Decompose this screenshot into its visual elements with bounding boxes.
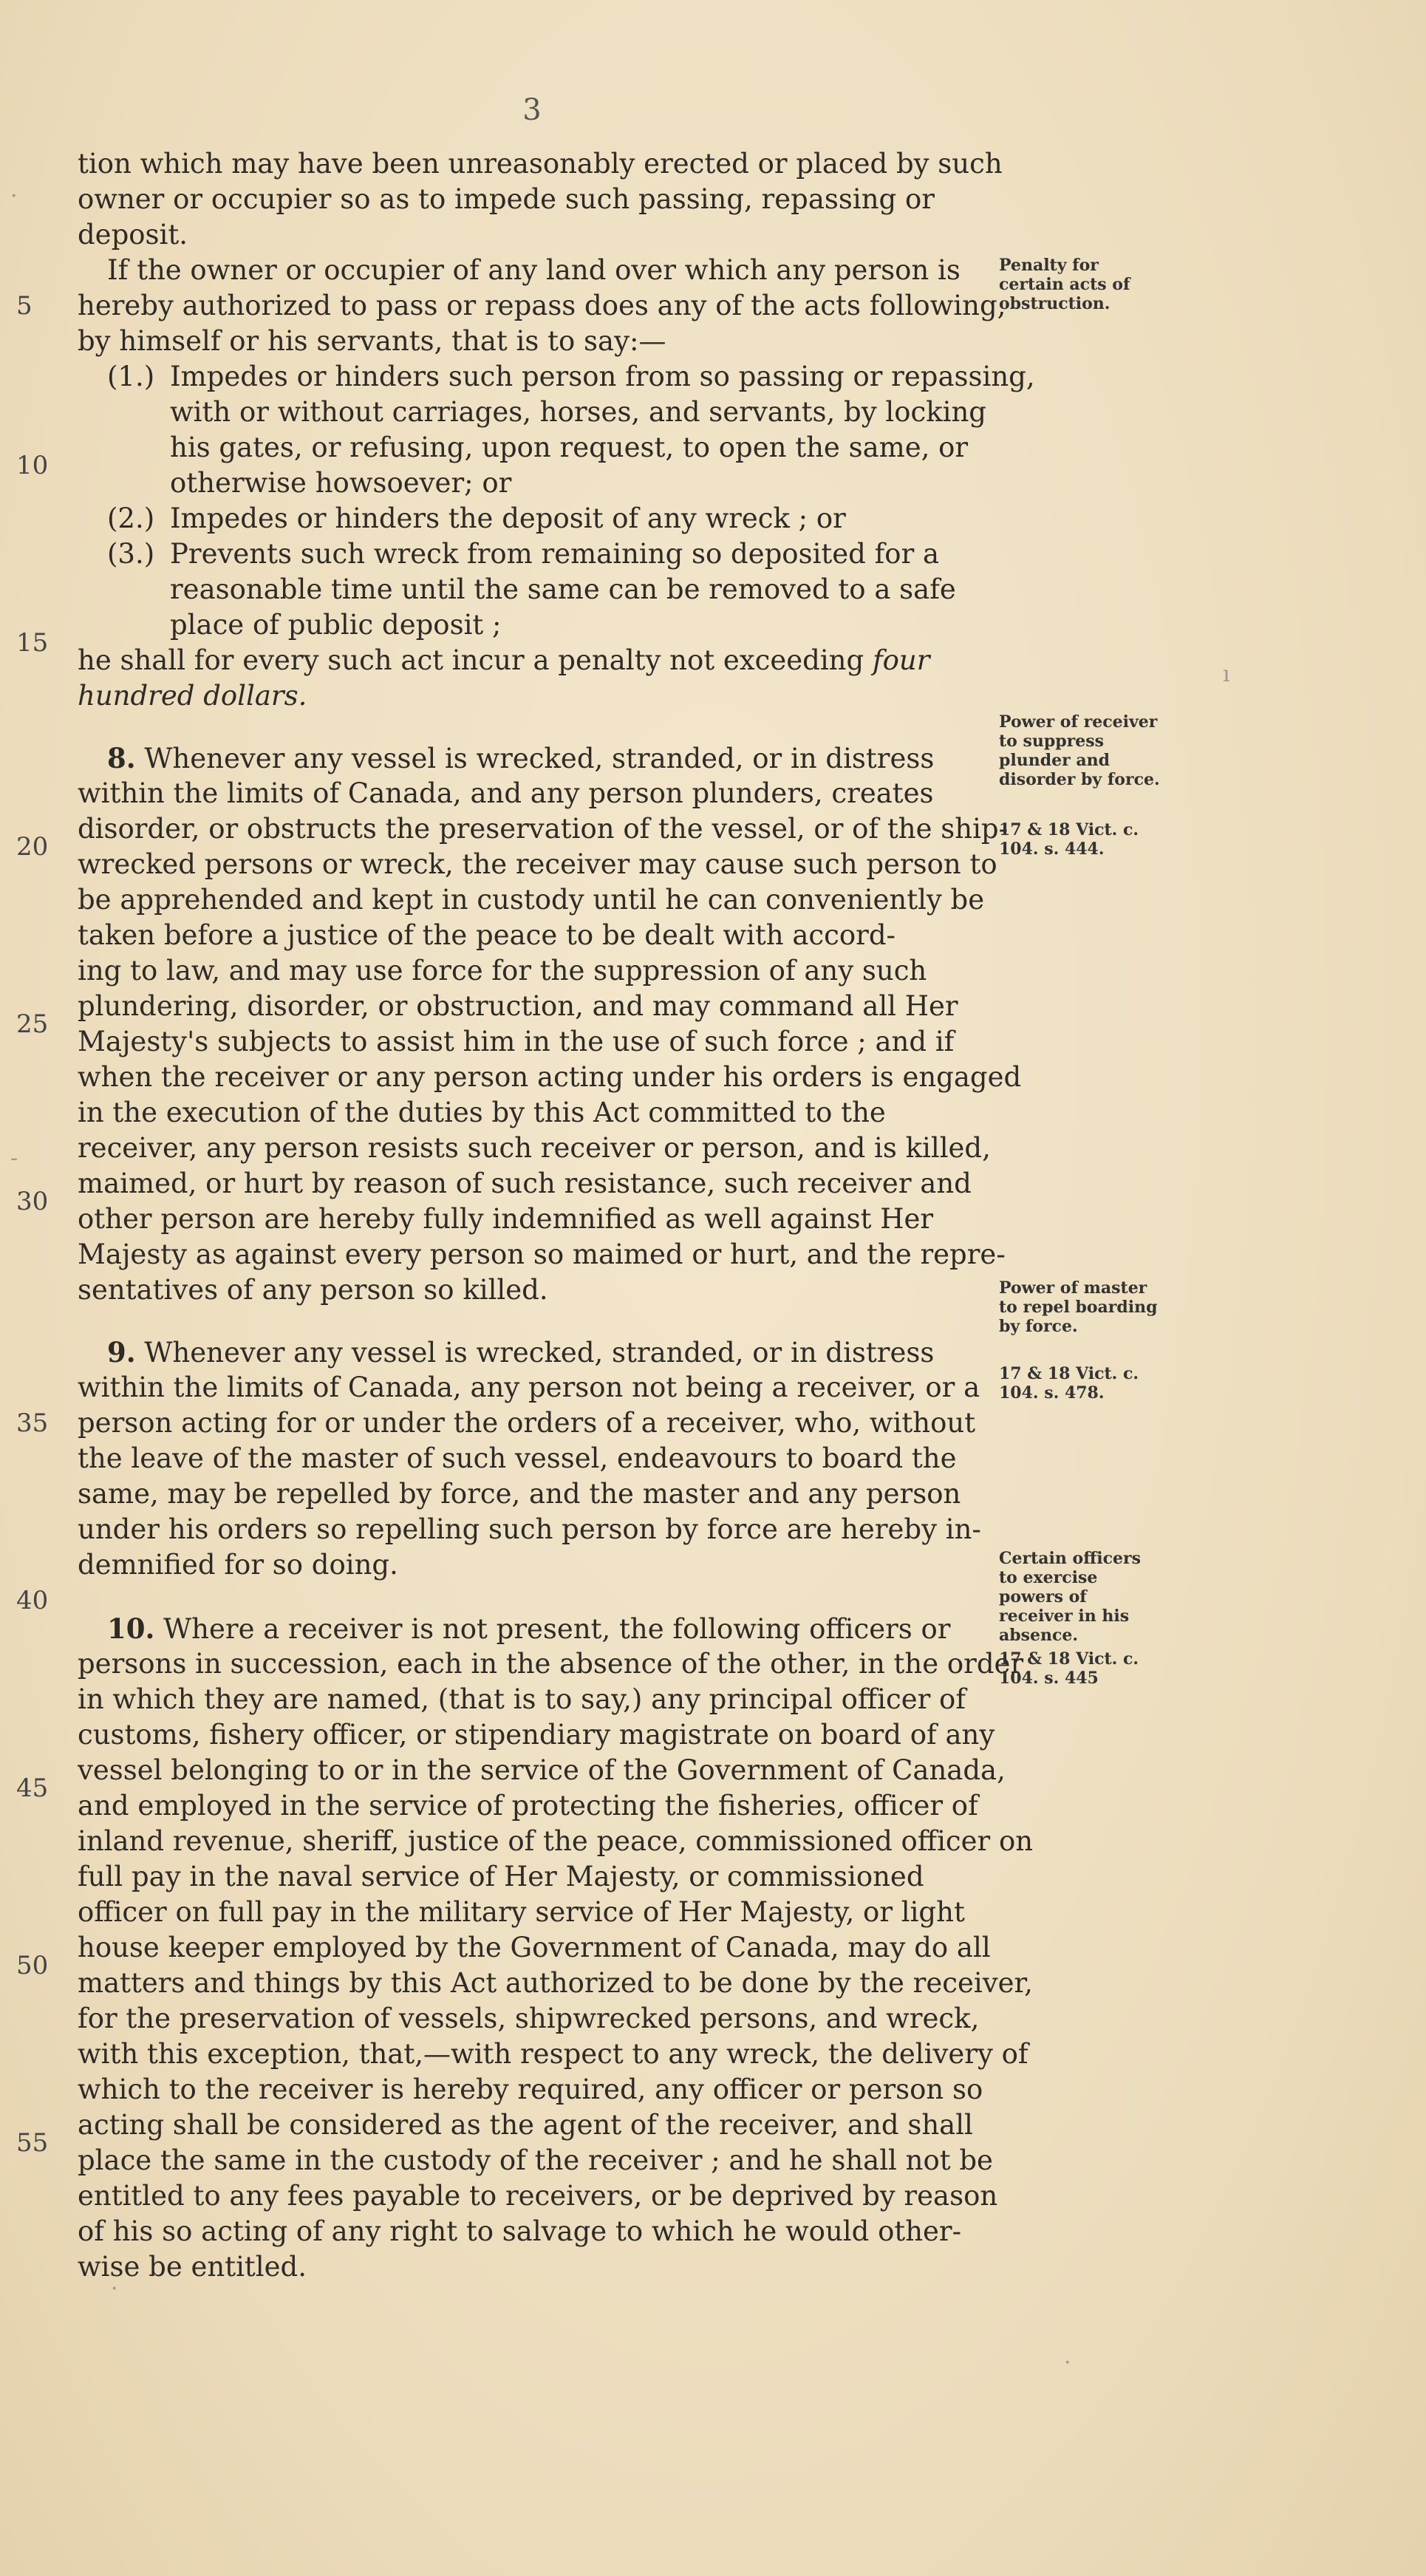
body-line: be apprehended and kept in custody until he can conveniently be bbox=[78, 884, 985, 916]
body-line: owner or occupier so as to impede such passing, repassing or bbox=[78, 183, 935, 215]
paper-speck: · bbox=[10, 183, 18, 209]
body-line: place of public deposit ; bbox=[170, 609, 502, 641]
body-line: ing to law, and may use force for the suppression of any such bbox=[78, 955, 927, 987]
body-line: Impedes or hinders such person from so passing or repassing, bbox=[170, 361, 1035, 392]
marginal-note: Power of receiver to suppress plunder and disorder by force. bbox=[999, 712, 1160, 789]
body-line: taken before a justice of the peace to be dealt with accord- bbox=[78, 919, 896, 951]
body-line: deposit. bbox=[78, 219, 188, 251]
marginal-note: Penalty for certain acts of obstruction. bbox=[999, 256, 1130, 313]
body-line: with this exception, that,—with respect to any wreck, the delivery of bbox=[78, 2038, 1028, 2070]
line-number: 55 bbox=[16, 2128, 49, 2158]
body-line: within the limits of Canada, and any person plunders, creates bbox=[78, 777, 934, 809]
body-line: other person are hereby fully indemnified as well against Her bbox=[78, 1203, 934, 1235]
item-marker: (3.) bbox=[107, 538, 155, 570]
body-line: If the owner or occupier of any land over which any person is bbox=[107, 254, 961, 286]
body-line: wrecked persons or wreck, the receiver may cause such person to bbox=[78, 848, 997, 880]
body-line: person acting for or under the orders of a receiver, who, without bbox=[78, 1407, 976, 1439]
body-line: of his so acting of any right to salvage to which he would other- bbox=[78, 2215, 962, 2247]
body-line: the leave of the master of such vessel, endeavours to board the bbox=[78, 1442, 957, 1474]
body-line: Impedes or hinders the deposit of any wreck ; or bbox=[170, 502, 846, 534]
body-line: with or without carriages, horses, and servants, by locking bbox=[170, 396, 986, 428]
body-line: acting shall be considered as the agent of the receiver, and shall bbox=[78, 2109, 973, 2141]
marginal-note: 17 & 18 Vict. c. 104. s. 478. bbox=[999, 1364, 1139, 1403]
body-line: receiver, any person resists such receiver or person, and is killed, bbox=[78, 1132, 991, 1164]
line-number: 35 bbox=[16, 1408, 49, 1438]
line-number: 30 bbox=[16, 1187, 49, 1216]
body-line: house keeper employed by the Government of Canada, may do all bbox=[78, 1932, 991, 1963]
marginal-note: 17 & 18 Vict. c. 104. s. 445 bbox=[999, 1649, 1139, 1688]
body-line: maimed, or hurt by reason of such resistance, such receiver and bbox=[78, 1168, 972, 1199]
marginal-note: 17 & 18 Vict. c. 104. s. 444. bbox=[999, 820, 1139, 859]
body-line: reasonable time until the same can be removed to a safe bbox=[170, 573, 956, 605]
body-line: and employed in the service of protecting the fisheries, officer of bbox=[78, 1790, 978, 1822]
line-number: 20 bbox=[16, 832, 49, 862]
body-line: Majesty as against every person so maimed or hurt, and the repre- bbox=[78, 1238, 1006, 1270]
marginal-note: Certain officers to exercise powers of receiver in his absence. bbox=[999, 1549, 1141, 1645]
line-number: 50 bbox=[16, 1951, 49, 1980]
body-line: plundering, disorder, or obstruction, and may command all Her bbox=[78, 990, 958, 1022]
body-line: Prevents such wreck from remaining so deposited for a bbox=[170, 538, 940, 570]
body-line: within the limits of Canada, any person not being a receiver, or a bbox=[78, 1372, 980, 1403]
paper-speck: · bbox=[1064, 2350, 1071, 2376]
body-line: matters and things by this Act authorized to be done by the receiver, bbox=[78, 1967, 1033, 1999]
body-line: Majesty's subjects to assist him in the use of such force ; and if bbox=[78, 1026, 955, 1057]
paper-speck: - bbox=[10, 1145, 18, 1171]
line-number: 10 bbox=[16, 451, 49, 480]
body-line: officer on full pay in the military service of Her Majesty, or light bbox=[78, 1896, 965, 1928]
body-line: place the same in the custody of the receiver ; and he shall not be bbox=[78, 2144, 993, 2176]
body-line: customs, fishery officer, or stipendiary magistrate on board of any bbox=[78, 1719, 995, 1751]
section-10-first-line: 10. Where a receiver is not present, the following officers or bbox=[107, 1612, 951, 1645]
body-line: for the preservation of vessels, shipwrecked persons, and wreck, bbox=[78, 2003, 980, 2034]
line-number: 40 bbox=[16, 1586, 49, 1615]
body-line: persons in succession, each in the absence of the other, in the order bbox=[78, 1648, 1024, 1680]
item-marker: (2.) bbox=[107, 502, 155, 534]
body-line: same, may be repelled by force, and the master and any person bbox=[78, 1478, 961, 1510]
page-number: 3 bbox=[522, 93, 542, 127]
line-number: 15 bbox=[16, 628, 49, 658]
body-line: vessel belonging to or in the service of the Government of Canada, bbox=[78, 1754, 1006, 1786]
body-line: hereby authorized to pass or repass does any of the acts following, bbox=[78, 290, 1006, 321]
penalty-amount: hundred dollars. bbox=[78, 680, 307, 712]
section-9-first-line: 9. Whenever any vessel is wrecked, stranded, or in distress bbox=[107, 1336, 935, 1369]
line-number: 5 bbox=[16, 291, 33, 321]
body-line: inland revenue, sheriff, justice of the peace, commissioned officer on bbox=[78, 1825, 1034, 1857]
body-line: he shall for every such act incur a penalty not exceeding four bbox=[78, 644, 930, 676]
body-line: demnified for so doing. bbox=[78, 1549, 398, 1581]
section-8-first-line: 8. Whenever any vessel is wrecked, stranded, or in distress bbox=[107, 742, 935, 774]
line-number: 45 bbox=[16, 1773, 49, 1803]
body-line: disorder, or obstructs the preservation of the vessel, or of the ship- bbox=[78, 813, 1009, 845]
section-number: 8. bbox=[107, 742, 136, 774]
body-line: sentatives of any person so killed. bbox=[78, 1274, 548, 1306]
body-line: under his orders so repelling such person by force are hereby in- bbox=[78, 1513, 981, 1545]
body-line: his gates, or refusing, upon request, to open the same, or bbox=[170, 432, 969, 463]
body-line bbox=[78, 678, 994, 714]
body-line: which to the receiver is hereby required, any officer or person so bbox=[78, 2074, 983, 2105]
body-line: full pay in the naval service of Her Majesty, or commissioned bbox=[78, 1861, 924, 1892]
body-line: in which they are named, (that is to say,) any principal officer of bbox=[78, 1683, 966, 1715]
body-line: by himself or his servants, that is to say:— bbox=[78, 325, 666, 357]
section-number: 9. bbox=[107, 1336, 136, 1369]
body-line: when the receiver or any person acting under his orders is engaged bbox=[78, 1061, 1022, 1093]
body-line: in the execution of the duties by this Act committed to the bbox=[78, 1097, 886, 1128]
line-number: 25 bbox=[16, 1009, 49, 1039]
paper-speck: ı bbox=[1223, 661, 1230, 687]
marginal-note: Power of master to repel boarding by force. bbox=[999, 1278, 1158, 1336]
item-marker: (1.) bbox=[107, 361, 155, 392]
body-line: entitled to any fees payable to receivers, or be deprived by reason bbox=[78, 2180, 998, 2212]
body-line: wise be entitled. bbox=[78, 2251, 307, 2283]
body-line: otherwise howsoever; or bbox=[170, 467, 512, 499]
body-line: tion which may have been unreasonably erected or placed by such bbox=[78, 148, 1003, 180]
paper-speck: · bbox=[111, 2276, 118, 2302]
section-number: 10. bbox=[107, 1612, 155, 1645]
penalty-amount: four bbox=[872, 644, 930, 676]
